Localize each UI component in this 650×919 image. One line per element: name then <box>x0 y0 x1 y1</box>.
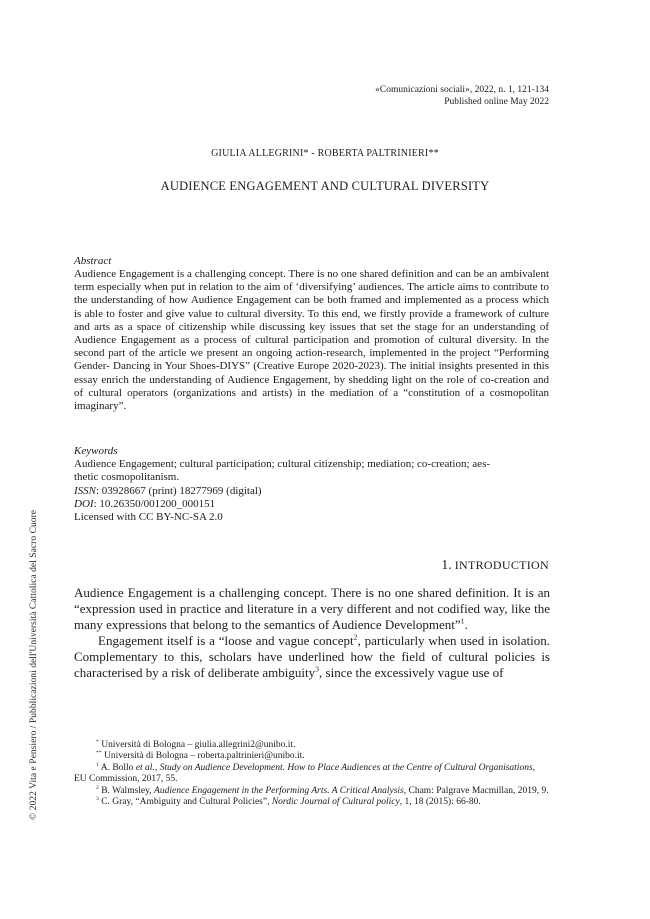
keywords-label: Keywords <box>74 445 118 457</box>
footnote-ref-1: 1 <box>460 616 465 626</box>
footnote-3-rest: , 1, 18 (2015): 66-80. <box>399 797 481 808</box>
doi-label: DOI <box>74 497 94 510</box>
section-heading <box>441 558 549 574</box>
footnote-2-rest: , Cham: Palgrave Macmillan, 2019, 9. <box>403 785 549 796</box>
doi-value: : 10.26350/001200_000151 <box>93 497 216 510</box>
copyright-side-note: © 2022 Vita e Pensiero / Pubblicazioni dell'Università Cattolica del Sacro Cuore <box>29 509 39 820</box>
footnote-ref-3: 3 <box>315 664 320 674</box>
footnote-author-2: ** Università di Bologna – roberta.paltrinieri@unibo.it. <box>96 750 305 762</box>
abstract-text: Audience Engagement is a challenging concept. There is no one shared definition and can be an ambivalent term especially when put in relation to the aim of ‘diversifying’ audiences. The article aims to contribute to the understanding of how Audience Engagement can be both framed and implemented as a process which is able to foster and give value to cultural diversity. To this end, we firstly provide a framework of culture and arts as a space of citizenship while discussing key issues that set the stage for an understanding of Audience Engagement as a process of cultural participation and promotion of cultural diversity. In the second part of the article we present an ongoing action-research, implemented in the project “Performing Gender- Dancing in Your Shoes-DIYS” (Creative Europe 2020-2023). The initial insights presented in this essay enrich the understanding of Audience Engagement, by shedding light on the role of co-creation and of cultural operators (organizations and artists) in the mediation of a “constitution of a cosmopolitan imaginary”. <box>74 268 549 413</box>
article-authors: GIULIA ALLEGRINI* - ROBERTA PALTRINIERI** <box>211 148 439 159</box>
footnote-2: $^2$ B. Walmsley, Audience Engagement in the Performing Arts. A Critical Analysis, Cham: Palgrave Macmillan, 2019, 9. <box>96 784 549 796</box>
keywords-line-1: Audience Engagement; cultural participation; cultural citizenship; mediation; co-creation; aes- <box>74 458 491 470</box>
footnote-ref-2: 2 <box>353 632 358 642</box>
body-p1-end: . <box>464 617 468 632</box>
article-title: AUDIENCE ENGAGEMENT AND CULTURAL DIVERSITY <box>160 179 490 193</box>
footnote-1-etal: et al. <box>135 762 155 773</box>
body-paragraph-2 <box>74 633 550 681</box>
journal-citation: «Comunicazioni sociali», 2022, n. 1, 121-134 <box>375 85 549 95</box>
footnote-3-journal: Nordic Journal of Cultural policy <box>271 797 400 808</box>
body-p2-text-b: , particularly when used in isolation. Complementary to this, scholars have underlined how the field of cultural policies is characterised by a risk of deliberate ambiguity <box>74 633 550 680</box>
body-paragraph-1 <box>74 585 550 633</box>
section-number: 1. <box>441 558 452 573</box>
footnote-1-comma: , <box>154 762 160 773</box>
issn-label: ISSN <box>74 484 96 497</box>
footnote-author-1-text: Università di Bologna – giulia.allegrini2@unibo.it. <box>101 740 296 750</box>
footnotes <box>74 740 550 808</box>
issn-line <box>74 485 549 498</box>
footnote-3-author: C. Gray, “Ambiguity and Cultural Policies”, <box>101 797 272 808</box>
section-title: INTRODUCTION <box>454 558 549 572</box>
footnote-1-rest: , EU Commission, 2017, 55. <box>74 762 536 785</box>
body-text <box>74 585 550 681</box>
footnote-1-title: Study on Audience Development. How to Place Audiences at the Centre of Cultural Organisations <box>159 762 533 773</box>
issn-value: : 03928667 (print) 18277969 (digital) <box>96 484 262 497</box>
body-p1-text: Audience Engagement is a challenging concept. There is no one shared definition. It is an “expression used in practice and literature in a very different and not codified way, like the many expressions that belong to the semantics of Audience Development” <box>74 585 550 632</box>
publication-date: Published online May 2022 <box>444 97 549 107</box>
doi-line <box>74 498 549 511</box>
footnote-1-author: A. Bollo <box>100 762 136 773</box>
keywords-line-2: thetic cosmopolitanism. <box>74 471 180 484</box>
keywords-block <box>74 458 549 524</box>
body-p2-text-a: Engagement itself is a “loose and vague concept <box>98 633 354 648</box>
footnote-1: $^1$ A. Bollo et al., Study on Audience Development. How to Place Audiences at the Centre of Cultural Organisations, EU Commission, 2017, 55. <box>74 761 536 785</box>
footnote-2-title: Audience Engagement in the Performing Arts. A Critical Analysis <box>154 785 404 796</box>
footnote-author-1: * Università di Bologna – giulia.allegrini2@unibo.it. <box>96 738 296 750</box>
abstract-label: Abstract <box>74 255 112 267</box>
footnote-author-2-text: Università di Bologna – roberta.paltrinieri@unibo.it. <box>104 751 305 762</box>
license-line: Licensed with CC BY-NC-SA 2.0 <box>74 511 223 524</box>
body-p2-text-c: , since the excessively vague use of <box>319 665 504 680</box>
footnote-3: $^3$ C. Gray, “Ambiguity and Cultural Policies”, Nordic Journal of Cultural policy, 1, 18 (2015): 66-80. <box>96 795 481 808</box>
journal-header <box>375 84 549 108</box>
footnote-2-author: B. Walmsley, <box>101 785 155 796</box>
